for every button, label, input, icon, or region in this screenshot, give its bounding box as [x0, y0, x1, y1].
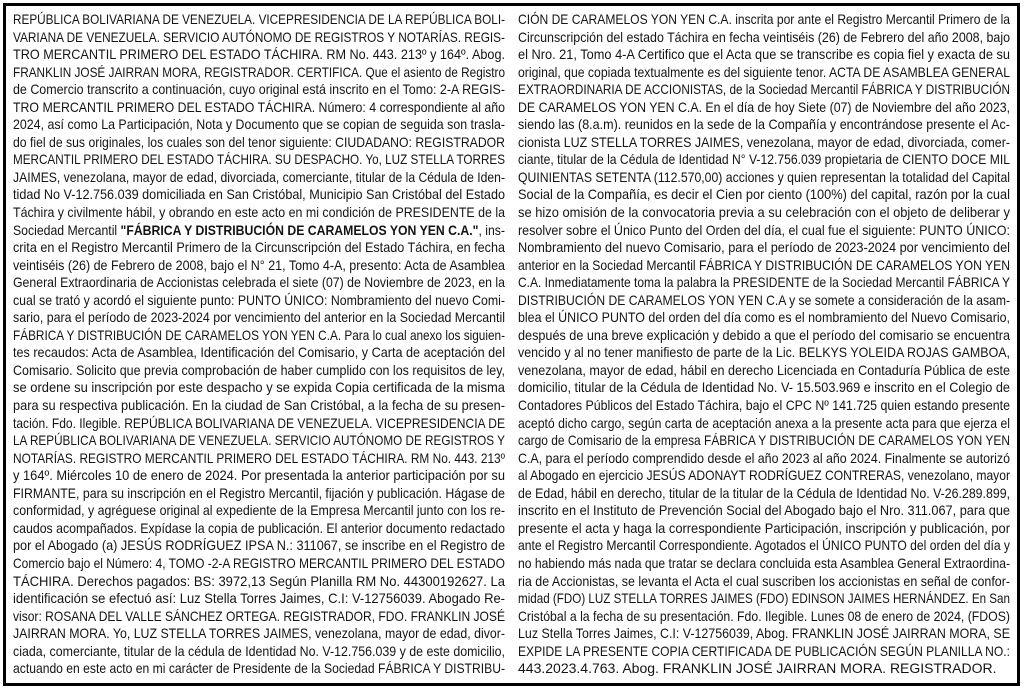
text-line: no habiendo más nada que tratar se declara concluida esta Asamblea General Extraordina- [518, 554, 1010, 571]
text-line: Circunscripción del estado Táchira en fecha veintiséis (26) de Febrero del año 2008, bajo [518, 28, 1010, 45]
document-border-frame [3, 3, 1020, 686]
text-line: DE CARAMELOS YON YEN C.A. En el día de hoy Siete (07) de Noviembre del año 2023, [518, 98, 1010, 115]
text-line: C.A. Inmediatamente toma la palabra la PRESIDENTE de la Sociedad Mercantil FÁBRICA Y [518, 274, 1010, 291]
text-line: Cristóbal a la fecha de su presentación. Fdo. Ilegible. Lunes 08 de enero de 2024, (FDOS) [518, 607, 1010, 624]
text-line: FIRMANTE, para su inscripción en el Registro Mercantil, fijación y publicación. Hágase de [13, 484, 505, 501]
text-line: Luz Stella Torres Jaimes, C.I: V-12756039, Abog. FRANKLIN JOSÉ JAIRRAN MORA, SE [518, 625, 1010, 642]
text-line: domicilio, titular de la Cédula de Identidad No. V- 15.503.969 e inscrito en el Colegio de [518, 379, 1010, 396]
text-line: para su respectiva publicación. En la ciudad de San Cristóbal, a la fecha de su presen- [13, 397, 505, 414]
text-line: de Edad, hábil en derecho, titular de la titular de la Cédula de Identidad No. V-26.289.899, [518, 484, 1010, 501]
text-line: CIÓN DE CARAMELOS YON YEN C.A. inscrita por ante el Registro Mercantil Primero de la [518, 11, 1010, 27]
text-line: venezolana, mayor de edad, hábil en derecho Licenciada en Contaduría Pública de este [518, 361, 1010, 378]
text-line: JAIRRAN MORA. Yo, LUZ STELLA TORRES JAIMES, venezolana, mayor de edad, divor- [13, 625, 505, 642]
text-line: de Comercio transcrito a continuación, cuyo original está inscrito en el Tomo: 2-A REGIS- [13, 81, 505, 98]
text-line: 2024, así como La Participación, Nota y Documento que se copian de seguida son trasla- [13, 116, 505, 133]
text-line: después de una breve explicación y debido a que el período del comisario se encuentra [518, 326, 1010, 343]
text-line: EXTRAORDINARIA DE ACCIONISTAS, de la Sociedad Mercantil FÁBRICA Y DISTRIBUCIÓN [518, 81, 1010, 98]
text-line: NOTARÍAS. REGISTRO MERCANTIL PRIMERO DEL ESTADO TÁCHIRA. RM No. 443. 213º [13, 449, 505, 466]
text-line: actuando en este acto en mi carácter de Presidente de la Sociedad FÁBRICA Y DISTRIBU- [13, 660, 505, 677]
text-line: Táchira y civilmente hábil, y obrando en este acto en mi condición de PRESIDENTE de la [13, 204, 505, 221]
text-line: TRO MERCANTIL PRIMERO DEL ESTADO TÁCHIRA. Número: 4 correspondiente al año [13, 98, 505, 115]
text-line: Social de la Compañía, es decir el Cien por ciento (100%) del capital, razón por la cual [518, 186, 1010, 203]
text-line: LA REPÚBLICA BOLIVARIANA DE VENEZUELA. SERVICIO AUTÓNOMO DE REGISTROS Y [13, 432, 505, 449]
text-line: 443.2023.4.763. Abog. FRANKLIN JOSÉ JAIRRAN MORA. REGISTRADOR. [518, 660, 997, 677]
text-line: presente el acta y haga la correspondiente Participación, inscripción y publicación, por [518, 519, 1010, 536]
text-line: conformidad, y agréguese original al expediente de la Empresa Mercantil junto con los re- [13, 502, 505, 519]
text-line: tes recaudos: Acta de Asamblea, Identificación del Comisario, y Carta de aceptación del [13, 344, 505, 361]
text-line: ciante, titular de la Cédula de Identidad N° V-12.756.039 propietaria de CIENTO DOCE MIL [518, 151, 1010, 168]
text-line: Nombramiento del nuevo Comisario, para el período de 2023-2024 por vencimiento del [518, 239, 1010, 256]
text-line: TÁCHIRA. Derechos pagados: BS: 3972,13 Según Planilla RM No. 44300192627. La [13, 572, 505, 589]
text-line: Comisario. Solicito que previa comprobación de haber cumplido con los requisitos de ley, [13, 361, 505, 378]
text-line: VARIANA DE VENEZUELA. SERVICIO AUTÓNOMO DE REGISTROS Y NOTARÍAS. REGIS- [13, 28, 505, 45]
text-line: C.A, para el período comprendido desde el año 2023 al año 2024. Finalmente se autorizó [518, 449, 1010, 466]
text-line: resolver sobre el Único Punto del Orden del día, el cual fue el siguiente: PUNTO ÚNICO: [518, 221, 1010, 238]
text-line: ante el Registro Mercantil Correspondiente. Agotados el ÚNICO PUNTO del orden del día y [518, 537, 1010, 554]
text-line: el Nro. 21, Tomo 4-A Certifico que el Acta que se transcribe es copia fiel y exacta de su [518, 46, 1010, 63]
text-line: y 164º. Miércoles 10 de enero de 2024. Por presentada la anterior participación por su [13, 467, 505, 484]
text-line: do fiel de sus originales, los cuales son del tenor siguiente: CIUDADANO: REGISTRADOR [13, 133, 505, 150]
text-line: vencido y al no tener manifiesto de parte de la Lic. BELKYS YOLEIDA ROJAS GAMBOA, [518, 344, 1010, 361]
text-line: cual se trató y acordó el siguiente punto: PUNTO ÚNICO: Nombramiento del nuevo Comi- [13, 291, 505, 308]
text-line: cionista LUZ STELLA TORRES JAIMES, venezolana, mayor de edad, divorciada, comer- [518, 133, 1010, 150]
text-line: anterior en la Sociedad Mercantil FÁBRICA Y DISTRIBUCIÓN DE CARAMELOS YON YEN [518, 256, 1010, 273]
text-line: identificación se efectuó así: Luz Stella Torres Jaimes, C.I: V-12756039. Abogado Re- [13, 590, 505, 607]
text-line: MERCANTIL PRIMERO DEL ESTADO TÁCHIRA. SU DESPACHO. Yo, LUZ STELLA TORRES [13, 151, 505, 168]
text-line: FÁBRICA Y DISTRIBUCIÓN DE CARAMELOS YON YEN C.A. Para lo cual anexo los siguien- [13, 326, 505, 343]
text-line: FRANKLIN JOSÉ JAIRRAN MORA, REGISTRADOR. CERTIFICA. Que el asiento de Registro [13, 63, 505, 80]
text-line: crita en el Registro Mercantil Primero de la Circunscripción del Estado Táchira, en fecha [13, 239, 505, 256]
text-line: blea el ÚNICO PUNTO del orden del día como es el nombramiento del Nuevo Comisario, [518, 309, 1010, 326]
text-line: al Abogado en ejercicio JESÚS ADONAYT RODRÍGUEZ CONTRERAS, venezolano, mayor [518, 467, 1010, 484]
text-line: QUINIENTAS SETENTA (112.570,00) acciones y quien representan la totalidad del Capital [518, 168, 1010, 185]
text-line: DISTRIBUCIÓN DE CARAMELOS YON YEN C.A y se somete a consideración de la asam- [518, 291, 1010, 308]
text-line: tidad No V-12.756.039 domiciliada en San Cristóbal, Municipio San Cristóbal del Estado [13, 186, 505, 203]
text-line: Sociedad Mercantil "FÁBRICA Y DISTRIBUCIÓN DE CARAMELOS YON YEN C.A.", ins- [13, 221, 505, 238]
text-line: visor: ROSANA DEL VALLE SÁNCHEZ ORTEGA. REGISTRADOR, FDO. FRANKLIN JOSÉ [13, 607, 505, 624]
text-line: se ordene su inscripción por este despacho y se expida Copia certificada de la misma [13, 379, 505, 396]
text-line: Comercio bajo el Número: 4, TOMO -2-A REGISTRO MERCANTIL PRIMERO DEL ESTADO [13, 554, 505, 571]
text-line: veintiséis (26) de Febrero de 2008, bajo el N° 21, Tomo 4-A, presento: Acta de Asamblea [13, 256, 505, 273]
text-line: cargo de Comisario de la empresa FÁBRICA Y DISTRIBUCIÓN DE CARAMELOS YON YEN [518, 432, 1010, 449]
text-line: sario, para el período de 2023-2024 por vencimiento del anterior en la Sociedad Mercantil [13, 309, 505, 326]
text-line: JAIMES, venezolana, mayor de edad, divorciada, comerciante, titular de la Cédula de Iden- [13, 168, 505, 185]
text-line: ria de Accionistas, se levanta el Acta el cual suscriben los accionistas en señal de confor- [518, 572, 1010, 589]
text-line: ciada, comerciante, titular de la cédula de Identidad No. V-12.756.039 y de este domicilio, [13, 642, 505, 659]
text-column-right [518, 11, 1010, 683]
text-line: Contadores Públicos del Estado Táchira, bajo el CPC Nº 141.725 quien estando presente [518, 397, 1010, 414]
text-line: inscrito en el Instituto de Prevención Social del Abogado bajo el Nro. 311.067, para que [518, 502, 1010, 519]
text-line: REPÚBLICA BOLIVARIANA DE VENEZUELA. VICEPRESIDENCIA DE LA REPÚBLICA BOLI- [13, 11, 505, 27]
text-line: General Extraordinaria de Accionistas celebrada el siete (07) de Noviembre de 2023, en la [13, 274, 505, 291]
text-line: midad (FDO) LUZ STELLA TORRES JAIMES (FDO) EDINSON JAIMES HERNÁNDEZ. En San [518, 590, 1010, 607]
text-line: se hizo omisión de la convocatoria previa a su celebración con el objeto de deliberar y [518, 204, 1010, 221]
text-line: tación. Fdo. Ilegible. REPÚBLICA BOLIVARIANA DE VENEZUELA. VICEPRESIDENCIA DE [13, 414, 505, 431]
text-column-left [13, 11, 505, 683]
text-line: por el Abogado (a) JESÚS RODRÍGUEZ IPSA N.: 311067, se inscribe en el Registro de [13, 537, 505, 554]
text-line: caudos acompañados. Expídase la copia de publicación. El anterior documento redactado [13, 519, 505, 536]
text-line: TRO MERCANTIL PRIMERO DEL ESTADO TÁCHIRA. RM No. 443. 213º y 164º. Abog. [13, 46, 505, 63]
text-line: siendo las (8.a.m). reunidos en la sede de la Compañía y encontrándose presente el Ac- [518, 116, 1010, 133]
text-line: original, que copiada textualmente es del siguiente tenor. ACTA DE ASAMBLEA GENERAL [518, 63, 1010, 80]
text-line: aceptó dicho cargo, según carta de aceptación anexa a la presente acta para que ejerza el [518, 414, 1010, 431]
text-line: EXPIDE LA PRESENTE COPIA CERTIFICADA DE PUBLICACIÓN SEGÚN PLANILLA NO.: [518, 642, 1010, 659]
